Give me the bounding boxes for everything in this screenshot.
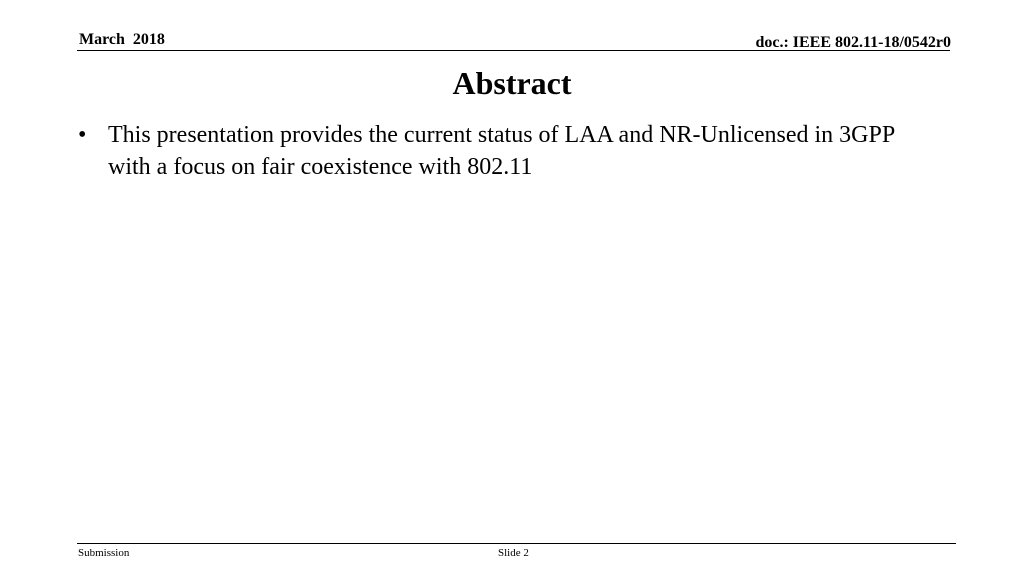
footer-slide-number: Slide 2 <box>498 547 529 559</box>
footer-divider <box>77 543 956 544</box>
bullet-list <box>78 119 898 183</box>
bullet-item <box>78 119 898 183</box>
header-doc-id: doc.: IEEE 802.11-18/0542r0 <box>755 34 951 51</box>
bullet-text: This presentation provides the current status of LAA and NR-Unlicensed in 3GPP with a focus on fair coexistence with 802.11 <box>108 122 895 180</box>
footer-submission: Submission <box>78 547 130 559</box>
header-date: March 2018 <box>79 31 165 48</box>
header-divider <box>77 50 950 51</box>
slide-title: Abstract <box>452 65 572 101</box>
bullet-marker: • <box>78 122 87 148</box>
